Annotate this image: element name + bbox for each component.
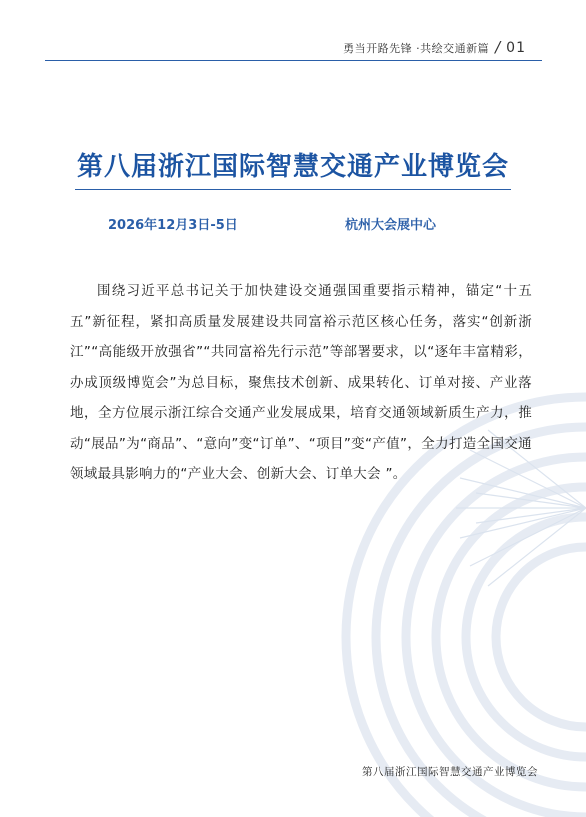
event-venue: 杭州大会展中心 <box>345 218 437 233</box>
event-date: 2026年12月3日-5日 <box>108 218 238 233</box>
page-number: 01 <box>506 40 526 56</box>
header-tagline: 勇当开路先锋 ·共绘交通新篇 <box>343 42 490 55</box>
header-divider: / <box>495 38 501 56</box>
title-rule <box>75 189 511 190</box>
body-paragraph: 围绕习近平总书记关于加快建设交通强国重要指示精神，锚定“十五五”新征程，紧扣高质量发展建设共同富裕示范区核心任务，落实“创新浙江”“高能级开放强省”“共同富裕先行示范”等部署要求，以“逐年丰富精彩，办成顶级博览会”为总目标，聚焦技术创新、成果转化、订单对接、产业落地，全方位展示浙江综合交通产业发展成果，培育交通领域新质生产力，推动“展品”为“商品”、“意向”变“订单”、“项目”变“产值”，全力打造全国交通领域最具影响力的“产业大会、创新大会、订单大会 ”。 <box>70 283 532 482</box>
page-header <box>343 38 526 56</box>
header-rule <box>45 60 542 61</box>
event-title: 第八届浙江国际智慧交通产业博览会 <box>76 152 509 182</box>
page-footer: 第八届浙江国际智慧交通产业博览会 <box>362 766 538 778</box>
